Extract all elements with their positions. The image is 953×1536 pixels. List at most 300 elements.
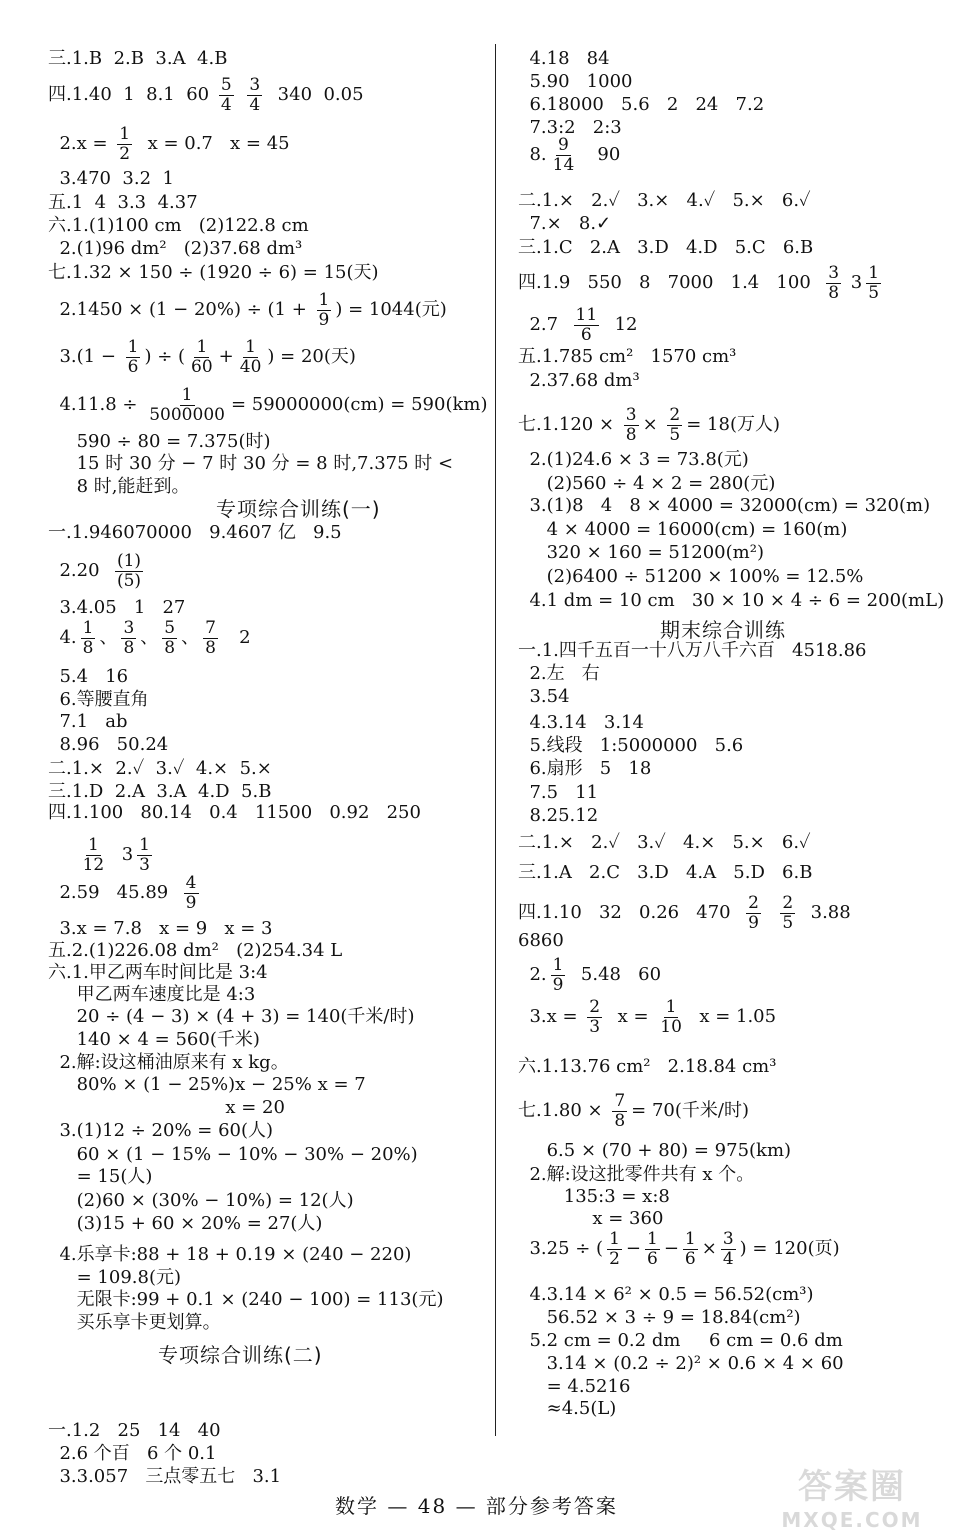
section-heading-2: 专项综合训练(二)	[158, 1343, 323, 1367]
fraction-numerator: 1	[245, 336, 256, 357]
answer-line	[48, 550, 147, 591]
answer-text: x = 0.7 x = 45	[136, 133, 290, 154]
answer-line	[48, 617, 251, 658]
answer-text: 四.1.9 550 8 7000 1.4 100	[518, 272, 823, 293]
answer-line	[518, 370, 640, 392]
fraction-numerator: 5	[164, 617, 176, 638]
answer-text: x = 1.05	[687, 1006, 777, 1027]
answer-text: 7.1 ab	[48, 711, 128, 732]
answer-line	[518, 304, 638, 345]
answer-line	[48, 1289, 443, 1311]
answer-line	[518, 782, 598, 804]
answer-text: 2.6 个百 6 个 0.1	[48, 1443, 217, 1464]
answer-line	[518, 805, 598, 827]
answer-line	[518, 1307, 801, 1329]
answer-text: 2.1450 × (1 − 20%) ÷ (1 +	[48, 299, 313, 320]
answer-text: 5.4 16	[48, 666, 129, 687]
answer-text: 140 × 4 = 560(千米)	[48, 1029, 260, 1050]
fraction	[203, 619, 218, 658]
fraction	[184, 874, 199, 913]
answer-line	[518, 1228, 840, 1269]
answer-line	[518, 190, 811, 212]
answer-text: 8 时,能赶到。	[48, 476, 190, 497]
answer-line	[48, 1466, 281, 1488]
answer-line	[48, 940, 342, 962]
answer-line	[518, 262, 885, 303]
answer-text: 3.25 ÷ (	[518, 1238, 604, 1259]
fraction-numerator: 5	[220, 74, 232, 95]
answer-text: 3.(1 −	[48, 346, 122, 367]
answer-text: = 15(人)	[48, 1166, 153, 1187]
fraction-numerator: 1	[119, 123, 131, 144]
answer-text: 一.1.946070000 9.4607 亿 9.5	[48, 522, 342, 543]
answer-line	[48, 984, 255, 1006]
fraction	[189, 338, 215, 377]
answer-text: 三.1.D 2.A 3.A 4.D 5.B	[48, 781, 272, 802]
fraction-denominator: 4	[220, 94, 232, 115]
answer-text: ) ÷ (	[144, 346, 186, 367]
answer-line	[48, 1006, 415, 1028]
fraction-numerator: 1	[196, 336, 208, 357]
fraction-numerator: 3	[722, 1228, 734, 1249]
answer-line	[48, 262, 379, 284]
answer-text: 6.5 × (70 + 80) = 975(km)	[518, 1140, 792, 1161]
fraction-denominator: (5)	[116, 570, 142, 591]
fraction	[721, 1230, 736, 1269]
answer-text: ×	[642, 414, 664, 435]
answer-text: 3.88	[799, 902, 851, 923]
fraction-numerator: 4	[185, 872, 197, 893]
answer-text: 90	[580, 144, 621, 165]
fraction-numerator: 7	[205, 617, 216, 638]
fraction-denominator: 4	[722, 1248, 734, 1269]
fraction-numerator: 2	[748, 892, 759, 913]
fraction-numerator: 3	[249, 74, 261, 95]
answer-text: 4 × 4000 = 16000(cm) = 160(m)	[518, 519, 848, 540]
answer-text: 4.11.8 ÷	[48, 394, 144, 415]
answer-line	[518, 1186, 670, 1208]
fraction-denominator: 3	[139, 854, 150, 875]
answer-text: (2)6400 ÷ 51200 × 100% = 12.5%	[518, 566, 864, 587]
answer-text: 5.90 1000	[518, 71, 633, 92]
answer-line	[518, 1284, 814, 1306]
answer-line	[48, 872, 203, 913]
fraction-denominator: 3	[589, 1016, 601, 1037]
fraction	[645, 1230, 660, 1269]
answer-text: ) = 120(页)	[739, 1238, 840, 1259]
fraction-numerator: (1)	[116, 550, 142, 571]
answer-line	[48, 834, 156, 875]
fraction	[612, 1092, 627, 1131]
answer-line	[518, 1376, 630, 1398]
answer-line	[518, 758, 651, 780]
answer-line	[48, 781, 271, 803]
answer-text: 2.20	[48, 560, 111, 581]
fraction	[247, 76, 262, 115]
fraction-numerator: 1	[665, 996, 677, 1017]
answer-line	[518, 48, 610, 70]
answer-text: 七.1.32 × 150 ÷ (1920 ÷ 6) = 15(天)	[48, 262, 379, 283]
answer-line	[48, 1213, 322, 1235]
answer-text: 五.1 4 3.3 4.37	[48, 192, 198, 213]
fraction	[667, 406, 682, 445]
fraction-numerator: 1	[868, 262, 880, 283]
answer-line	[518, 495, 930, 517]
answer-text: 、	[181, 627, 200, 648]
answer-text: 7.5 11	[518, 782, 599, 803]
answer-line	[48, 336, 356, 377]
answer-text: 2.(1)96 dm² (2)37.68 dm³	[48, 238, 303, 259]
answer-line	[518, 862, 812, 884]
fraction-numerator: 3	[123, 617, 135, 638]
answer-text: = 70(千米/时)	[631, 1100, 749, 1121]
fraction-numerator: 3	[625, 404, 637, 425]
answer-text: 3.54	[518, 686, 570, 707]
fraction	[607, 1230, 622, 1269]
answer-text: 60 × (1 − 15% − 10% − 30% − 20%)	[48, 1144, 418, 1165]
fraction	[658, 998, 684, 1037]
fraction-numerator: 1	[82, 617, 94, 638]
answer-text: 340 0.05	[266, 84, 364, 105]
fraction-denominator: 8	[123, 637, 135, 658]
answer-text: +	[218, 346, 234, 367]
fraction	[551, 136, 577, 175]
answer-text: 二.1.× 2.✓ 3.✓ 4.× 5.×	[48, 758, 272, 779]
answer-text: 7.3:2 2:3	[518, 117, 622, 138]
answer-text: 无限卡:99 + 0.1 × (240 − 100) = 113(元)	[48, 1289, 444, 1310]
answer-line	[518, 542, 764, 564]
fraction-denominator: 4	[249, 94, 261, 115]
answer-text: 590 ÷ 80 = 7.375(时)	[48, 431, 271, 452]
answer-text: −	[625, 1238, 641, 1259]
fraction-numerator: 1	[127, 336, 139, 357]
answer-text: 15 时 30 分 − 7 时 30 分 = 8 时,7.375 时 <	[48, 453, 454, 474]
answer-line	[518, 1398, 616, 1420]
answer-line	[518, 71, 633, 93]
answer-line	[48, 238, 302, 260]
answer-text: 四.1.40 1 8.1 60	[48, 84, 215, 105]
answer-text: 2.解:设这桶油原来有 x kg。	[48, 1052, 289, 1073]
fraction	[137, 836, 152, 875]
fraction-denominator: 10	[660, 1016, 682, 1037]
answer-text: 五.1.785 cm² 1570 cm³	[518, 346, 737, 367]
answer-line	[48, 802, 421, 824]
answer-text: (2)560 ÷ 4 × 2 = 280(元)	[518, 473, 776, 494]
answer-line	[48, 711, 128, 733]
fraction-numerator: 2	[782, 892, 794, 913]
fraction-denominator: 6	[647, 1248, 658, 1269]
fraction	[551, 956, 566, 995]
fraction-numerator: 1	[139, 834, 150, 855]
answer-text: 6860	[518, 930, 564, 951]
fraction-denominator: 9	[185, 892, 197, 913]
answer-text: 2.37.68 dm³	[518, 370, 640, 391]
answer-text	[238, 84, 244, 106]
fraction-denominator: 8	[614, 1110, 626, 1131]
fraction-numerator: 1	[88, 834, 99, 855]
answer-text: ) = 1044(元)	[335, 299, 447, 320]
answer-line	[518, 1056, 776, 1078]
fraction-numerator: 7	[614, 1090, 626, 1111]
answer-line	[518, 346, 736, 368]
answer-line	[518, 1208, 663, 1230]
answer-line	[518, 1090, 749, 1131]
answer-line	[518, 640, 867, 662]
answer-text: 6.扇形 5 18	[518, 758, 652, 779]
answer-text: 一.1.2 25 14 40	[48, 1420, 221, 1441]
answer-text: 四.1.10 32 0.26 470	[518, 902, 743, 923]
answer-line	[518, 473, 775, 495]
answer-line	[518, 735, 743, 757]
fraction-denominator: 5	[669, 424, 681, 445]
fraction-denominator: 8	[205, 637, 216, 658]
fraction-numerator: 2	[589, 996, 601, 1017]
answer-text: 4.3.14 × 6² × 0.5 = 56.52(cm³)	[518, 1284, 814, 1305]
fraction-numerator: 2	[669, 404, 681, 425]
answer-line	[48, 597, 185, 619]
answer-text: 8.	[518, 144, 547, 165]
answer-text: 六.1.甲乙两车时间比是 3:4	[48, 962, 268, 983]
fraction	[317, 291, 332, 330]
answer-text: 买乐享卡更划算。	[48, 1312, 221, 1333]
answer-text: 2.7	[518, 314, 570, 335]
answer-text: 3	[110, 844, 134, 865]
answer-text: 三.1.C 2.A 3.D 4.D 5.C 6.B	[518, 237, 814, 258]
answer-text: 2.解:设这批零件共有 x 个。	[518, 1164, 755, 1185]
answer-line	[48, 192, 198, 214]
answer-text: 80% × (1 − 25%)x − 25% x = 7	[48, 1074, 366, 1095]
answer-line	[48, 1097, 285, 1119]
fraction-numerator: 1	[609, 1228, 620, 1249]
fraction	[587, 998, 602, 1037]
answer-text	[48, 844, 77, 866]
fraction-denominator: 14	[552, 154, 575, 175]
answer-text: 6.等腰直角	[48, 689, 149, 710]
answer-line	[518, 566, 863, 588]
answer-text: 5.2 cm = 0.2 dm 6 cm = 0.6 dm	[518, 1330, 843, 1351]
answer-line	[518, 996, 777, 1037]
section-heading-1: 专项综合训练(一)	[216, 497, 381, 521]
fraction-denominator: 60	[191, 356, 213, 377]
answer-line	[518, 590, 944, 612]
section-heading-final: 期末综合训练	[660, 618, 786, 642]
answer-line	[518, 134, 621, 175]
answer-line	[518, 663, 600, 685]
answer-line	[48, 1443, 216, 1465]
answer-line	[48, 1029, 260, 1051]
answer-text: = 109.8(元)	[48, 1267, 181, 1288]
answer-text: (3)15 + 60 × 20% = 27(人)	[48, 1213, 323, 1234]
fraction-numerator: 1	[684, 1228, 696, 1249]
fraction-denominator: 5000000	[149, 404, 225, 425]
answer-text: 320 × 160 = 51200(m²)	[518, 542, 764, 563]
answer-line	[518, 1164, 754, 1186]
answer-text: 甲乙两车速度比是 4:3	[48, 984, 256, 1005]
answer-text: 4.乐享卡:88 + 18 + 0.19 × (240 − 220)	[48, 1244, 412, 1265]
answer-text: 2.左 右	[518, 663, 600, 684]
answer-line	[518, 954, 662, 995]
fraction-denominator: 40	[239, 356, 262, 377]
answer-text: ×	[701, 1238, 717, 1259]
answer-text: 三.1.A 2.C 3.D 4.A 5.D 6.B	[518, 862, 813, 883]
fraction	[115, 552, 143, 591]
answer-text: 4.1 dm = 10 cm 30 × 10 × 4 ÷ 6 = 200(mL)	[518, 590, 945, 611]
answer-text: 五.2.(1)226.08 dm² (2)254.34 L	[48, 940, 343, 961]
answer-line	[48, 734, 168, 756]
answer-text: 六.1.(1)100 cm (2)122.8 cm	[48, 215, 309, 236]
answer-line	[518, 930, 564, 952]
answer-text: 3	[845, 272, 863, 293]
fraction-denominator: 6	[580, 324, 592, 345]
answer-text: 4.18 84	[518, 48, 610, 69]
fraction-numerator: 1	[181, 384, 193, 405]
answer-text: 2.	[518, 964, 547, 985]
answer-text: = 59000000(cm) = 590(km)	[230, 394, 488, 415]
answer-line	[48, 1420, 221, 1442]
answer-text: 七.1.120 ×	[518, 414, 620, 435]
answer-text: 二.1.× 2.✓ 3.✓ 4.× 5.× 6.✓	[518, 832, 811, 853]
answer-text: (2)60 × (30% − 10%) = 12(人)	[48, 1190, 354, 1211]
answer-text: 3.3.057 三点零五七 3.1	[48, 1466, 282, 1487]
answer-text: 56.52 × 3 ÷ 9 = 18.84(cm²)	[518, 1307, 801, 1328]
fraction-denominator: 6	[127, 356, 139, 377]
fraction	[574, 306, 600, 345]
fraction-denominator: 6	[684, 1248, 696, 1269]
answer-line	[48, 962, 268, 984]
answer-line	[518, 686, 570, 708]
answer-line	[518, 1330, 843, 1352]
answer-text: 、	[99, 627, 118, 648]
column-divider	[495, 44, 496, 1436]
fraction	[121, 619, 136, 658]
fraction-denominator: 9	[552, 974, 564, 995]
answer-line	[48, 453, 453, 475]
answer-line	[518, 94, 764, 116]
fraction-denominator: 2	[119, 143, 131, 164]
fraction	[624, 406, 639, 445]
answer-line	[48, 1312, 221, 1334]
fraction	[780, 894, 795, 933]
answer-text: 4.	[48, 627, 77, 648]
answer-text: 2.59 45.89	[48, 882, 180, 903]
answer-line	[48, 522, 342, 544]
answer-text: 3.4.05 1 27	[48, 597, 186, 618]
answer-text: 二.1.× 2.✓ 3.× 4.✓ 5.× 6.✓	[518, 190, 811, 211]
answer-text: 3.14 × (0.2 ÷ 2)² × 0.6 × 4 × 60	[518, 1353, 844, 1374]
fraction-numerator: 1	[647, 1228, 658, 1249]
answer-text: 2.x =	[48, 133, 114, 154]
fraction	[238, 338, 264, 377]
answer-text: 、	[140, 627, 159, 648]
fraction-denominator: 2	[609, 1248, 620, 1269]
answer-text: x = 20	[48, 1097, 285, 1118]
fraction	[826, 264, 841, 303]
answer-text: 三.1.B 2.B 3.A 4.B	[48, 48, 228, 69]
answer-text: 2	[221, 627, 251, 648]
answer-line	[518, 213, 611, 235]
answer-line	[48, 1144, 418, 1166]
answer-text: 3.(1)12 ÷ 20% = 60(人)	[48, 1120, 274, 1141]
answer-text: = 18(万人)	[686, 414, 781, 435]
answer-line	[48, 1074, 366, 1096]
fraction	[147, 386, 227, 425]
answer-line	[48, 1052, 289, 1074]
answer-line	[48, 918, 273, 940]
fraction-denominator: 5	[782, 912, 794, 933]
fraction	[866, 264, 881, 303]
page-footer: 数学 — 48 — 部分参考答案	[335, 1494, 618, 1518]
answer-text: 7.× 8.✓	[518, 213, 612, 234]
answer-line	[518, 892, 851, 933]
answer-line	[518, 404, 781, 445]
fraction	[683, 1230, 698, 1269]
answer-line	[48, 1120, 273, 1142]
answer-text: 20 ÷ (4 − 3) × (4 + 3) = 140(千米/时)	[48, 1006, 415, 1027]
answer-line	[518, 712, 644, 734]
fraction	[219, 76, 234, 115]
fraction-denominator: 12	[82, 854, 105, 875]
answer-text: 3.x =	[518, 1006, 584, 1027]
fraction	[81, 836, 107, 875]
answer-line	[48, 431, 271, 453]
fraction	[746, 894, 761, 933]
answer-text: ≈4.5(L)	[518, 1398, 617, 1419]
answer-line	[48, 289, 447, 330]
answer-text: x =	[606, 1006, 655, 1027]
answer-text: 5.48 60	[569, 964, 662, 985]
answer-text: 4.3.14 3.14	[518, 712, 644, 733]
answer-text: 8.25.12	[518, 805, 599, 826]
answer-text: 2.(1)24.6 × 3 = 73.8(元)	[518, 449, 749, 470]
answer-line	[48, 1190, 354, 1212]
answer-line	[48, 1166, 152, 1188]
answer-text: 六.1.13.76 cm² 2.18.84 cm³	[518, 1056, 777, 1077]
answer-text: 135:3 = x:8	[518, 1186, 670, 1207]
answer-text: = 4.5216	[518, 1376, 631, 1397]
fraction-numerator: 1	[552, 954, 564, 975]
answer-line	[518, 519, 847, 541]
answer-line	[48, 1244, 411, 1266]
answer-text: 8.96 50.24	[48, 734, 169, 755]
answer-text: 6.18000 5.6 2 24 7.2	[518, 94, 765, 115]
answer-line	[518, 1140, 791, 1162]
fraction	[126, 338, 141, 377]
answer-line	[48, 758, 272, 780]
answer-text: 3.(1)8 4 8 × 4000 = 32000(cm) = 320(m)	[518, 495, 931, 516]
watermark-logo: 答案圈 MXQE.COM	[781, 1466, 923, 1532]
answer-text: ) = 20(天)	[267, 346, 356, 367]
fraction-denominator: 5	[868, 282, 880, 303]
answer-line	[48, 476, 190, 498]
fraction	[162, 619, 177, 658]
answer-line	[48, 168, 174, 190]
fraction-denominator: 8	[625, 424, 637, 445]
answer-line	[48, 48, 227, 70]
fraction	[81, 619, 96, 658]
answer-line	[48, 215, 309, 237]
fraction-numerator: 9	[558, 134, 569, 155]
answer-line	[48, 689, 149, 711]
fraction-denominator: 8	[828, 282, 840, 303]
answer-text: −	[663, 1238, 679, 1259]
answer-line	[518, 832, 811, 854]
answer-text	[765, 902, 776, 924]
answer-line	[48, 1267, 181, 1289]
answer-line	[518, 237, 813, 259]
fraction-denominator: 8	[164, 637, 176, 658]
answer-text: 12	[603, 314, 638, 335]
answer-line	[48, 74, 364, 115]
